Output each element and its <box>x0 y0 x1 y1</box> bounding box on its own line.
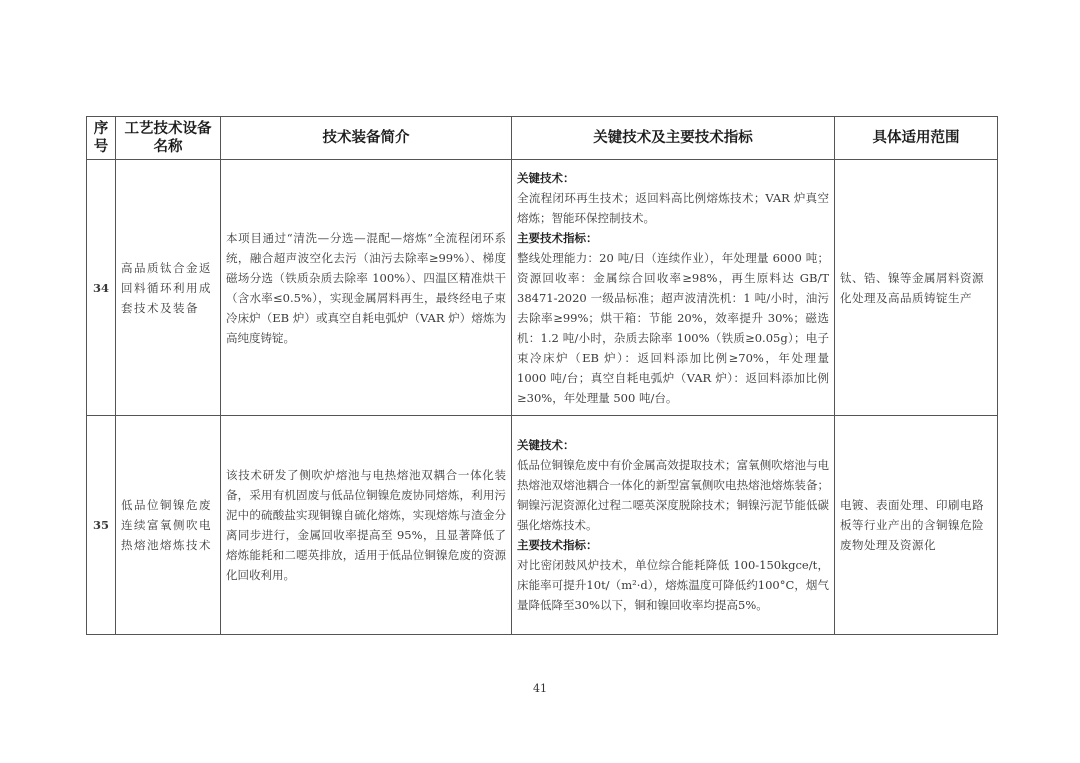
key-tech-text: 全流程闭环再生技术；返回料高比例熔炼技术；VAR 炉真空熔炼；智能环保控制技术。 <box>517 190 829 225</box>
header-scope: 具体适用范围 <box>835 117 998 160</box>
row-key-tech <box>512 416 835 635</box>
spec-text: 对比密闭鼓风炉技术，单位综合能耗降低 100-150kgce/t，床能率可提升10t/（m²·d），熔炼温度可降低约100°C，烟气量降低降至30%以下，铜和镍回收率均提高5%。 <box>517 558 829 612</box>
header-index: 序号 <box>87 117 116 160</box>
key-tech-heading: 关键技术： <box>517 438 575 452</box>
table-row <box>87 160 998 416</box>
technology-table <box>86 116 998 635</box>
table-header-row <box>87 117 998 160</box>
row-index: 35 <box>87 416 116 635</box>
row-scope: 电镀、表面处理、印刷电路板等行业产出的含铜镍危险废物处理及资源化 <box>835 416 998 635</box>
table-row <box>87 416 998 635</box>
row-intro: 本项目通过“清洗—分选—混配—熔炼”全流程闭环系统，融合超声波空化去污（油污去除率≥99%）、梯度磁场分选（铁质杂质去除率 100%）、四温区精准烘干（含水率≤0.5%），实现金属屑料再生，最终经电子束冷床炉（EB 炉）或真空自耗电弧炉（VAR 炉）熔炼为高纯度铸锭。 <box>221 160 512 416</box>
row-name: 高品质钛合金返回料循环利用成套技术及装备 <box>116 160 221 416</box>
spec-heading: 主要技术指标： <box>517 230 598 245</box>
spec-text: 整线处理能力：20 吨/日（连续作业），年处理量 6000 吨；资源回收率：金属综合回收率≥98%，再生原料达 GB/T 38471-2020 一级品标准；超声波清洗机：1 吨/小时，油污去除率≥99%；烘干箱：节能 20%，效率提升 30%；磁选机：1.2 吨/小时，杂质去除率 100%（铁质≥0.05g）；电子束冷床炉（EB 炉）：返回料添加比例≥70%，年处理量 1000 吨/台；真空自耗电弧炉（VAR 炉）：返回料添加比例≥30%，年处理量 500 吨/台。 <box>517 250 829 405</box>
row-scope: 钛、锆、镍等金属屑料资源化处理及高品质铸锭生产 <box>835 160 998 416</box>
header-key-tech: 关键技术及主要技术指标 <box>512 117 835 160</box>
header-name: 工艺技术设备名称 <box>116 117 221 160</box>
spec-heading: 主要技术指标： <box>517 538 598 552</box>
header-intro: 技术装备简介 <box>221 117 512 160</box>
row-name: 低品位铜镍危废连续富氧侧吹电热熔池熔炼技术 <box>116 416 221 635</box>
key-tech-heading: 关键技术： <box>517 170 575 185</box>
row-intro: 该技术研发了侧吹炉熔池与电热熔池双耦合一体化装备，采用有机固废与低品位铜镍危废协同熔炼，利用污泥中的硫酸盐实现铜镍自硫化熔炼，实现熔炼与渣金分离同步进行，金属回收率提高至 95%，且显著降低了熔炼能耗和二噁英排放，适用于低品位铜镍危废的资源化回收利用。 <box>221 416 512 635</box>
row-key-tech <box>512 160 835 416</box>
page-number: 41 <box>533 682 547 695</box>
key-tech-text: 低品位铜镍危废中有价金属高效提取技术；富氧侧吹熔池与电热熔池双熔池耦合一体化的新型富氧侧吹电热熔池熔炼装备；铜镍污泥资源化过程二噁英深度脱除技术；铜镍污泥节能低碳强化熔炼技术。 <box>517 458 829 532</box>
row-index: 34 <box>87 160 116 416</box>
